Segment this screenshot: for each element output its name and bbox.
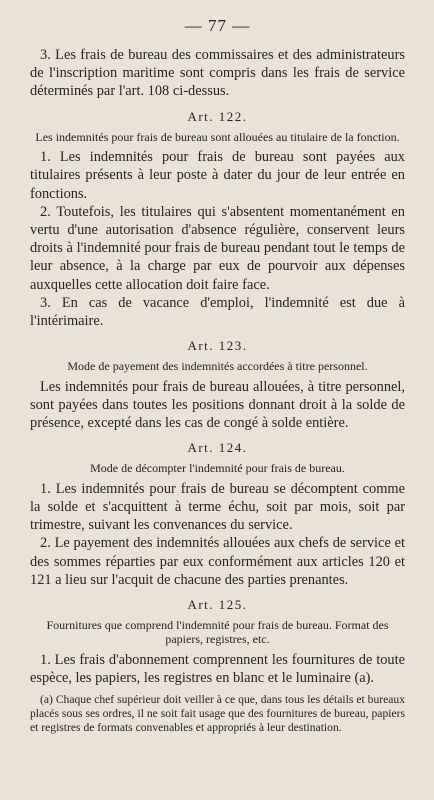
article-subtitle: Mode de payement des indemnités accordées à titre personnel. xyxy=(67,359,368,374)
paragraph: 1. Les indemnités pour frais de bureau sont payées aux titulaires présents à leur poste à dater du jour de leur entrée en fonctions. xyxy=(30,149,405,202)
article-heading: Art. 124. xyxy=(187,440,248,456)
paragraph: 2. Toutefois, les titulaires qui s'absentent momentanément en vertu d'une autorisation d'absence régulière, conservent leurs droits à l'indemnité pour frais de bureau pendant tout le temps de leur absence, à la charge par eux de pourvoir aux dépenses auxquelles cette allocation doit faire face. xyxy=(30,203,405,293)
paragraph: 1. Les indemnités pour frais de bureau se décomptent comme la solde et s'acquittent à terme échu, soit par mois, soit par trimestre, suivant les convenances du service. xyxy=(30,480,405,534)
paragraph: 2. Le payement des indemnités allouées aux chefs de service et des sommes réparties par eux conformément aux articles 120 et 121 a lieu sur l'acquit de chacune des parties prenantes. xyxy=(30,535,405,588)
paragraph: 1. Les frais d'abonnement comprennent les fournitures de toute espèce, les papiers, les registres en blanc et le luminaire (a). xyxy=(30,651,405,687)
paragraph: 3. Les frais de bureau des commissaires et des administrateurs de l'inscription maritime sont compris dans les frais de service déterminés par l'art. 108 ci-dessus. xyxy=(30,47,405,100)
article-heading: Art. 123. xyxy=(187,338,248,354)
article-heading: Art. 122. xyxy=(187,108,248,124)
paragraph: 3. En cas de vacance d'emploi, l'indemnité est due à l'intérimaire. xyxy=(30,294,405,329)
page-number: — 77 — xyxy=(184,16,251,35)
paragraph: Les indemnités pour frais de bureau allouées, à titre personnel, sont payées dans toutes les positions donnant droit à la solde de présence, excepté dans les cas de congé à solde entière. xyxy=(30,378,405,432)
article-subtitle: Fournitures que comprend l'indemnité pour frais de bureau. Format des papiers, registres, etc. xyxy=(46,617,389,647)
article-heading: Art. 125. xyxy=(187,596,248,612)
article-subtitle: Mode de décompter l'indemnité pour frais de bureau. xyxy=(90,461,345,476)
footnote: (a) Chaque chef supérieur doit veiller à ce que, dans tous les détails et bureaux placés sous ses ordres, il ne soit fait usage que des fournitures de bureau, papiers et registres de formats convenables et appropriés à leur destination. xyxy=(30,693,405,735)
article-subtitle: Les indemnités pour frais de bureau sont allouées au titulaire de la fonction. xyxy=(35,129,400,144)
